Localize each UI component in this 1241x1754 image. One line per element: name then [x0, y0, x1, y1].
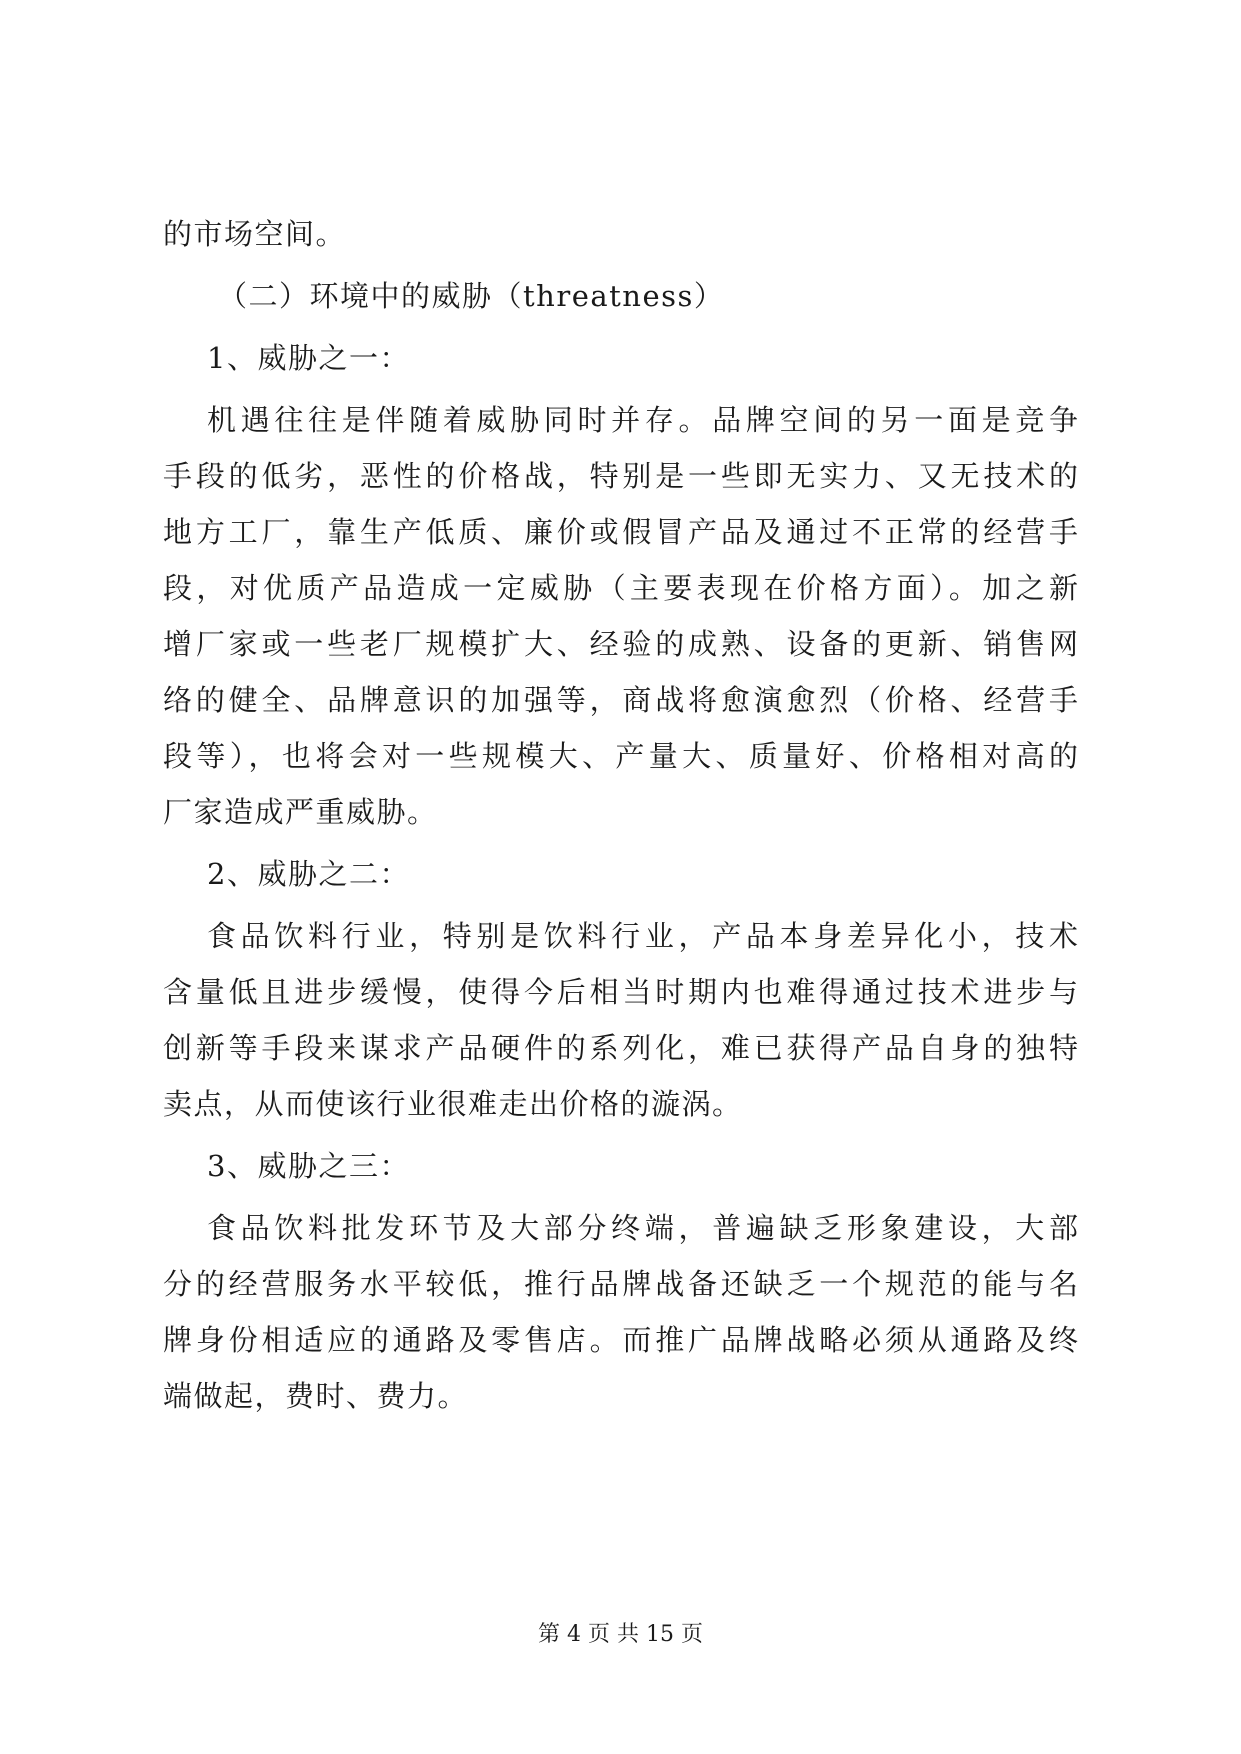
paragraph-line: 段，对优质产品造成一定威胁（主要表现在价格方面）。加之新	[163, 571, 1078, 605]
paragraph-line: 卖点，从而使该行业很难走出价格的漩涡。	[163, 1087, 743, 1121]
paragraph-line: 含量低且进步缓慢，使得今后相当时期内也难得通过技术进步与	[163, 975, 1078, 1009]
subheading: 2、威胁之二：	[207, 857, 410, 891]
paragraph-line: 分的经营服务水平较低，推行品牌战备还缺乏一个规范的能与名	[163, 1267, 1078, 1301]
page-number-label: 第 4 页 共 15 页	[538, 1622, 703, 1647]
page-footer	[0, 1620, 1241, 1650]
paragraph-line: 机遇往往是伴随着威胁同时并存。品牌空间的另一面是竞争	[207, 403, 1078, 437]
paragraph-line: 创新等手段来谋求产品硬件的系列化，难已获得产品自身的独特	[163, 1031, 1078, 1065]
subheading: 3、威胁之三：	[207, 1149, 410, 1183]
paragraph-line: 食品饮料批发环节及大部分终端，普遍缺乏形象建设，大部	[207, 1211, 1078, 1245]
paragraph-line: 增厂家或一些老厂规模扩大、经验的成熟、设备的更新、销售网	[163, 627, 1078, 661]
paragraph-line: 端做起，费时、费力。	[163, 1379, 469, 1413]
paragraph-line: 牌身份相适应的通路及零售店。而推广品牌战略必须从通路及终	[163, 1323, 1078, 1357]
paragraph-line: 手段的低劣，恶性的价格战，特别是一些即无实力、又无技术的	[163, 459, 1078, 493]
paragraph-line: 地方工厂，靠生产低质、廉价或假冒产品及通过不正常的经营手	[163, 515, 1078, 549]
paragraph-line: 的市场空间。	[163, 217, 347, 251]
subheading: 1、威胁之一：	[207, 341, 410, 375]
paragraph-line: 食品饮料行业，特别是饮料行业，产品本身差异化小，技术	[207, 919, 1078, 953]
paragraph-line: 段等），也将会对一些规模大、产量大、质量好、价格相对高的	[163, 739, 1078, 773]
section-heading: （二）环境中的威胁（threatness）	[218, 279, 725, 313]
paragraph-line: 厂家造成严重威胁。	[163, 795, 438, 829]
paragraph-line: 络的健全、品牌意识的加强等，商战将愈演愈烈（价格、经营手	[163, 683, 1078, 717]
